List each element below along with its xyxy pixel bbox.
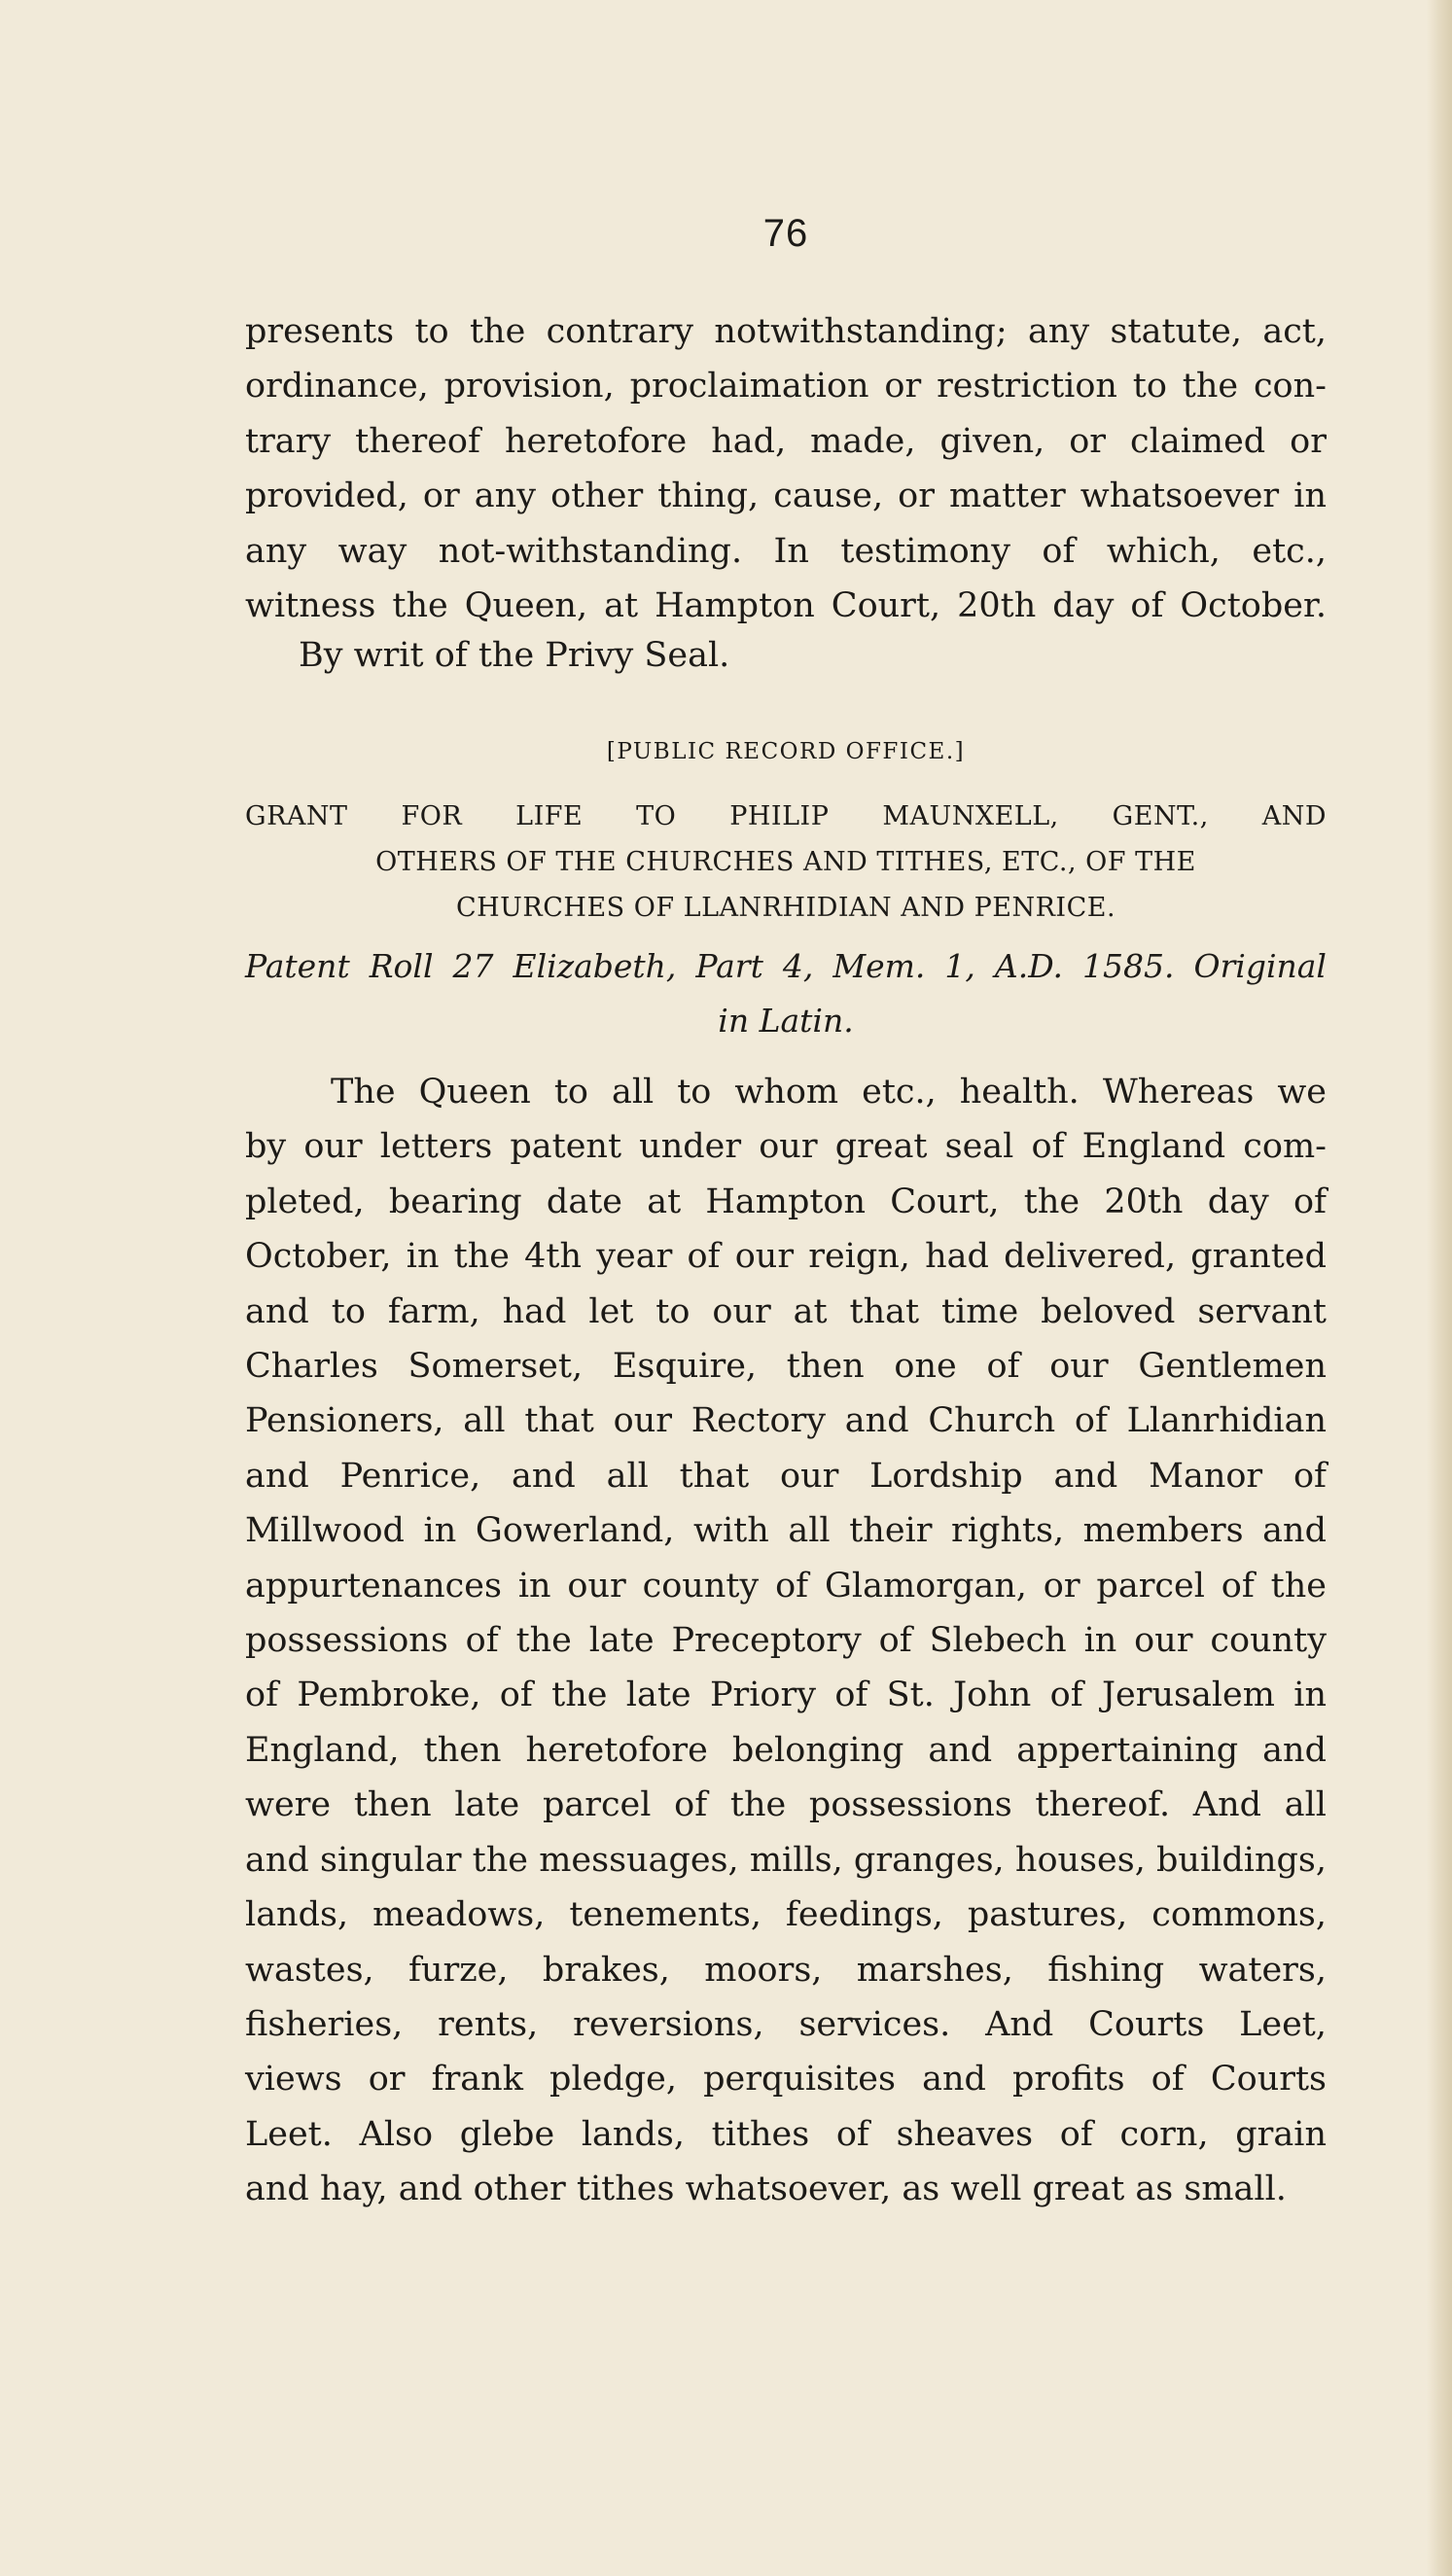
text-line: The Queen to all to whom etc., health. Whereas we [331, 1073, 1327, 1112]
text-line: of Pembroke, of the late Priory of St. John of Jerusalem in [245, 1676, 1327, 1715]
text-line: fisheries, rents, reversions, services. And Courts Leet, [245, 2004, 1327, 2044]
text-line: Leet. Also glebe lands, tithes of sheaves of corn, grain [245, 2114, 1327, 2154]
text-line: and hay, and other tithes whatsoever, as well great as small. [245, 2170, 1287, 2209]
text-line: possessions of the late Preceptory of Slebech in our county [245, 1621, 1327, 1661]
page-edge-shadow [1427, 0, 1452, 2576]
text-line: trary thereof heretofore had, made, given, or claimed or [245, 421, 1327, 461]
patent-roll-citation [245, 939, 1327, 1048]
text-line: views or frank pledge, perquisites and profits of Courts [245, 2060, 1327, 2100]
citation-line: in Latin. [718, 1002, 854, 1040]
text-line: any way not-withstanding. In testimony of which, etc., [245, 531, 1327, 571]
grant-paragraph [245, 1065, 1327, 2217]
heading-line: OTHERS OF THE CHURCHES AND TITHES, ETC., OF THE [375, 847, 1196, 877]
text-line: were then late parcel of the possessions thereof. And all [245, 1785, 1327, 1825]
text-line: witness the Queen, at Hampton Court, 20th day of October. [245, 586, 1327, 626]
text-line: Charles Somerset, Esquire, then one of our Gentlemen [245, 1347, 1327, 1387]
text-line: October, in the 4th year of our reign, had delivered, granted [245, 1237, 1327, 1277]
text-line: provided, or any other thing, cause, or matter whatsoever in [245, 476, 1327, 516]
text-line: Pensioners, all that our Rectory and Church of Llanrhidian [245, 1401, 1327, 1441]
document-heading [245, 794, 1327, 931]
citation-line: Patent Roll 27 Elizabeth, Part 4, Mem. 1, A.D. 1585. Original [245, 947, 1327, 985]
text-line: lands, meadows, tenements, feedings, pastures, commons, [245, 1895, 1327, 1935]
page-number: 76 [762, 212, 809, 255]
text-line: ordinance, provision, proclaimation or restriction to the con- [245, 367, 1327, 406]
continuation-paragraph [245, 304, 1327, 633]
privy-seal-line: By writ of the Privy Seal. [299, 636, 730, 675]
text-line: appurtenances in our county of Glamorgan, or parcel of the [245, 1566, 1327, 1606]
text-line: by our letters patent under our great seal of England com- [245, 1127, 1327, 1167]
text-line: and singular the messuages, mills, granges, houses, buildings, [245, 1840, 1327, 1880]
text-line: wastes, furze, brakes, moors, marshes, fishing waters, [245, 1950, 1327, 1990]
text-line: pleted, bearing date at Hampton Court, the 20th day of [245, 1182, 1327, 1221]
heading-line: GRANT FOR LIFE TO PHILIP MAUNXELL, GENT., AND [245, 801, 1327, 831]
text-line: Millwood in Gowerland, with all their rights, members and [245, 1511, 1327, 1551]
text-line: presents to the contrary notwithstanding; any statute, act, [245, 312, 1327, 351]
heading-line: CHURCHES OF LLANRHIDIAN AND PENRICE. [455, 893, 1116, 923]
text-line: England, then heretofore belonging and appertaining and [245, 1730, 1327, 1770]
source-note: [PUBLIC RECORD OFFICE.] [606, 739, 966, 764]
text-line: and Penrice, and all that our Lordship and Manor of [245, 1456, 1327, 1496]
text-line: and to farm, had let to our at that time beloved servant [245, 1291, 1327, 1331]
